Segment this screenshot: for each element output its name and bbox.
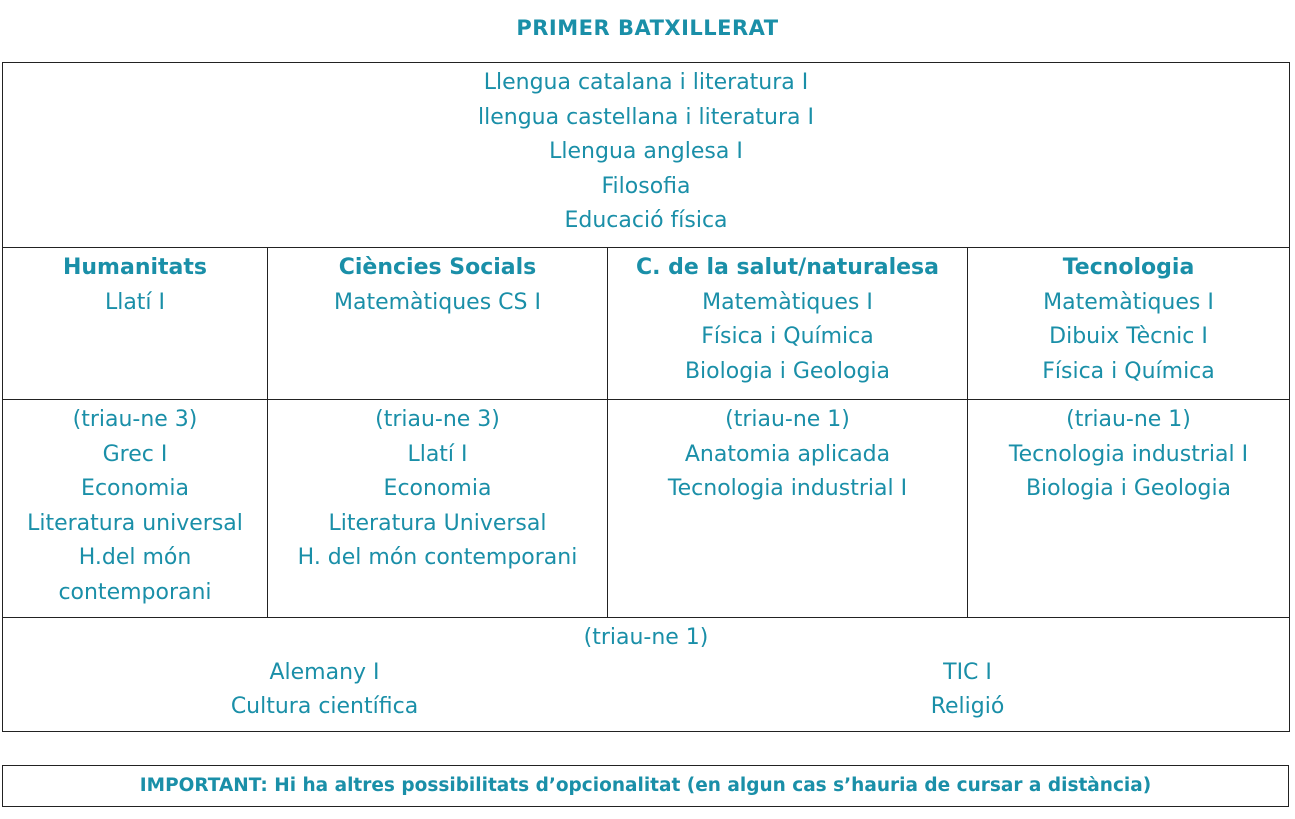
option-subject: contemporani	[58, 579, 212, 605]
option-subject: Anatomia aplicada	[684, 441, 891, 467]
option-subject: H. del món contemporani	[297, 545, 578, 570]
option-subject: Tecnologia industrial I	[1008, 441, 1249, 467]
common-subject: Filosofia	[601, 173, 691, 199]
core-subject: Dibuix Tècnic I	[1049, 324, 1208, 349]
common-subject: Llengua anglesa I	[549, 139, 743, 164]
general-options-left	[3, 656, 646, 725]
common-subject: llengua castellana i literatura I	[478, 104, 815, 130]
modality-heading: Ciències Socials	[338, 255, 537, 280]
general-options-row	[3, 618, 1290, 732]
option-subject: Tecnologia industrial I	[667, 476, 908, 501]
modality-salut-naturalesa-options	[608, 400, 968, 618]
option-subject: Alemany I	[269, 659, 380, 685]
important-note: IMPORTANT: Hi ha altres possibilitats d’opcionalitat (en algun cas s’hauria de cursar a distància)	[2, 765, 1289, 807]
choose-label: (triau-ne 3)	[72, 407, 198, 432]
option-subject: Religió	[930, 694, 1005, 719]
option-subject: Economia	[383, 476, 492, 501]
general-options-cell	[3, 618, 1290, 732]
choose-label: (triau-ne 3)	[375, 407, 500, 432]
modality-heading: Tecnologia	[1062, 255, 1195, 280]
core-subject: Biologia i Geologia	[684, 358, 891, 384]
option-subject: Llatí I	[407, 441, 468, 467]
modality-humanitats-core	[3, 248, 268, 400]
general-options-grid	[3, 656, 1289, 725]
option-subject: TIC I	[943, 659, 992, 685]
modality-heading: Humanitats	[62, 255, 208, 280]
core-subject: Matemàtiques I	[702, 289, 873, 315]
option-subject: Economia	[81, 476, 189, 501]
modality-salut-naturalesa-core	[608, 248, 968, 400]
modality-ciencies-socials-core	[268, 248, 608, 400]
modality-tecnologia-core	[968, 248, 1290, 400]
core-subject: Llatí I	[104, 289, 166, 315]
core-subject: Matemàtiques I	[1043, 289, 1214, 315]
common-subject: Educació física	[564, 208, 728, 233]
option-subject: Literatura Universal	[328, 510, 547, 536]
general-options-right	[646, 656, 1289, 725]
core-subject: Física i Química	[701, 324, 874, 349]
option-subject: Grec I	[102, 441, 168, 467]
page-title: PRIMER BATXILLERAT	[516, 16, 779, 40]
common-subjects-row	[3, 63, 1290, 248]
choose-label: (triau-ne 1)	[1066, 407, 1191, 432]
option-subject: Biologia i Geologia	[1025, 476, 1232, 501]
core-subject: Física i Química	[1042, 358, 1215, 384]
option-subject: H.del món	[78, 545, 192, 570]
choose-label: (triau-ne 1)	[583, 625, 709, 650]
subjects-table	[2, 62, 1290, 732]
choose-label: (triau-ne 1)	[725, 407, 850, 432]
modality-core-row	[3, 248, 1290, 400]
common-subject: Llengua catalana i literatura I	[483, 70, 809, 95]
modality-heading: C. de la salut/naturalesa	[635, 255, 939, 280]
option-subject: Literatura universal	[27, 510, 243, 536]
modality-tecnologia-options	[968, 400, 1290, 618]
core-subject: Matemàtiques CS I	[334, 289, 541, 315]
common-subjects-cell	[3, 63, 1290, 248]
modality-humanitats-options	[3, 400, 268, 618]
option-subject: Cultura científica	[230, 694, 419, 719]
modality-options-row	[3, 400, 1290, 618]
modality-ciencies-socials-options	[268, 400, 608, 618]
